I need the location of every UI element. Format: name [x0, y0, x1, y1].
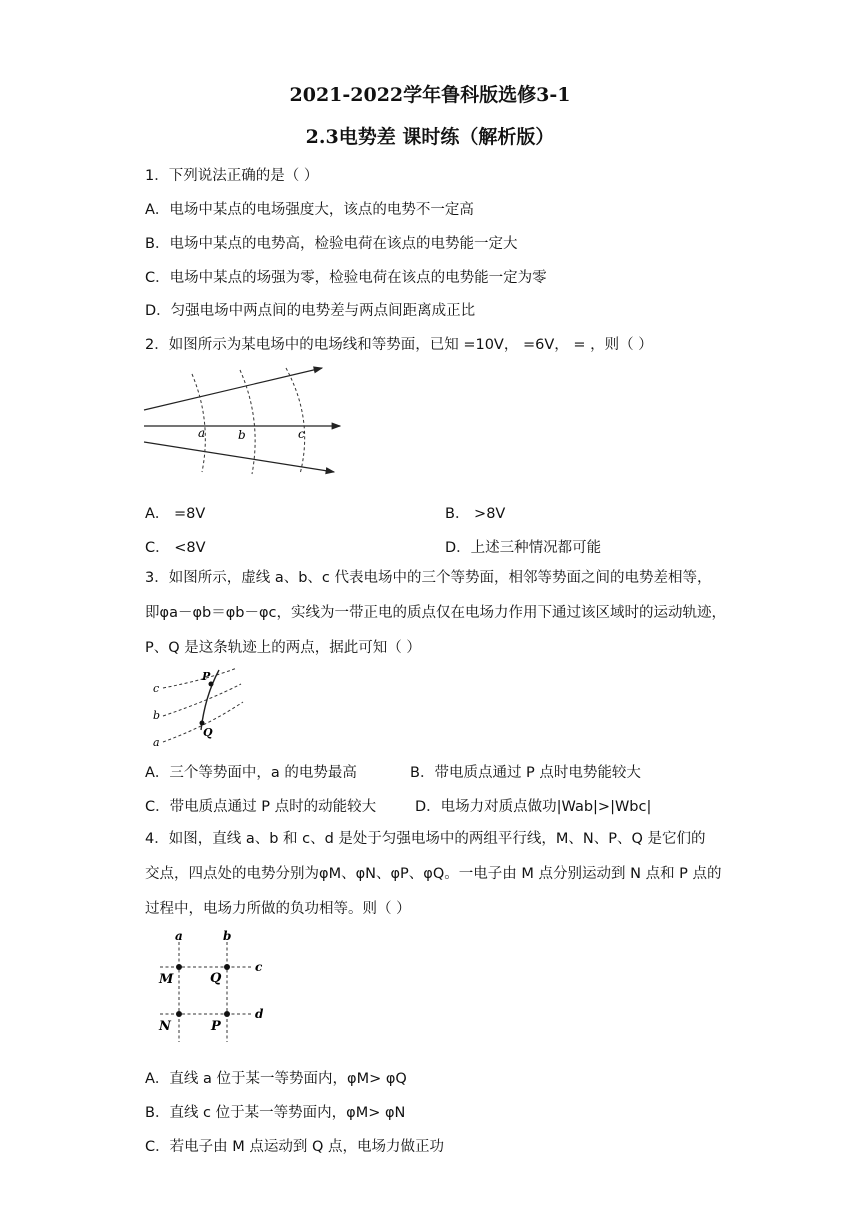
q2-label-c: c [298, 427, 305, 441]
q3-option-b: B．带电质点通过 P 点时电势能较大 [410, 765, 641, 781]
q4-point-n [176, 1011, 182, 1017]
q2-stem: 2．如图所示为某电场中的电场线和等势面，已知 =10V， =6V， = ，则（ ） [145, 337, 653, 353]
q2-option-a: A． =8V [145, 506, 206, 522]
q1-option-c: C．电场中某点的场强为零，检验电荷在该点的电势能一定为零 [145, 270, 547, 286]
q4-label-p: P [211, 1019, 221, 1034]
q1-stem: 1．下列说法正确的是（ ） [145, 168, 319, 184]
q4-point-q [224, 964, 230, 970]
q4-stem-line-3: 过程中，电场力所做的负功相等。则（ ） [145, 901, 411, 917]
q2-equipotential-c [286, 368, 305, 474]
q4-option-a: A．直线 a 位于某一等势面内，φM> φQ [145, 1071, 407, 1087]
q2-equipotential-a [192, 374, 205, 472]
q4-point-p [224, 1011, 230, 1017]
q3-equipotential-c [163, 668, 237, 688]
q4-label-a: a [175, 929, 183, 943]
q3-point-q [200, 721, 205, 726]
q2-option-b: B． >8V [445, 506, 506, 522]
q3-label-a: a [153, 736, 160, 749]
q2-field-line-bottom [144, 442, 334, 472]
q4-option-b: B．直线 c 位于某一等势面内，φM> φN [145, 1105, 406, 1121]
q3-option-c: C．带电质点通过 P 点时的动能较大 [145, 799, 377, 815]
q3-label-b: b [153, 709, 161, 722]
q4-grid-diagram [150, 926, 275, 1046]
q3-option-d: D．电场力对质点做功|Wab|>|Wbc| [415, 799, 652, 815]
q4-label-m: M [159, 972, 174, 987]
q4-point-m [176, 964, 182, 970]
document-subtitle: 2.3电势差 课时练（解析版） [305, 126, 555, 148]
q4-option-c: C．若电子由 M 点运动到 Q 点，电场力做正功 [145, 1139, 444, 1155]
q1-option-a: A．电场中某点的电场强度大，该点的电势不一定高 [145, 202, 474, 218]
q4-label-b: b [223, 929, 232, 943]
q3-label-c: c [153, 682, 160, 695]
q3-stem-line-3: P、Q 是这条轨迹上的两点，据此可知（ ） [145, 640, 421, 656]
q3-stem-line-1: 3．如图所示，虚线 a、b、c 代表电场中的三个等势面，相邻等势面之间的电势差相等， [145, 570, 712, 586]
q3-stem-line-2: 即φa－φb＝φb－φc，实线为一带正电的质点仅在电场力作用下通过该区域时的运动轨迹， [145, 605, 727, 621]
q3-label-p: P [202, 670, 211, 683]
q2-option-c: C． <8V [145, 540, 206, 556]
q1-option-d: D．匀强电场中两点间的电势差与两点间距离成正比 [145, 303, 476, 319]
q3-trajectory-diagram [145, 666, 255, 752]
q4-label-n: N [159, 1019, 171, 1034]
q3-label-q: Q [203, 726, 213, 739]
q1-option-b: B．电场中某点的电势高，检验电荷在该点的电势能一定大 [145, 236, 518, 252]
q2-option-d: D．上述三种情况都可能 [445, 540, 602, 556]
q2-field-diagram [140, 362, 350, 477]
q3-option-a: A．三个等势面中，a 的电势最高 [145, 765, 357, 781]
q4-stem-line-1: 4．如图，直线 a、b 和 c、d 是处于匀强电场中的两组平行线，M、N、P、Q 是它们的 [145, 831, 706, 847]
q4-label-d: d [255, 1007, 264, 1021]
q4-label-c: c [255, 960, 263, 974]
q2-label-b: b [238, 428, 246, 442]
q2-label-a: a [198, 426, 206, 440]
document-title: 2021-2022学年鲁科版选修3-1 [289, 84, 571, 106]
q4-stem-line-2: 交点，四点处的电势分别为φM、φN、φP、φQ。一电子由 M 点分别运动到 N 点和 P 点的 [145, 866, 722, 882]
q4-label-q: Q [210, 971, 222, 986]
